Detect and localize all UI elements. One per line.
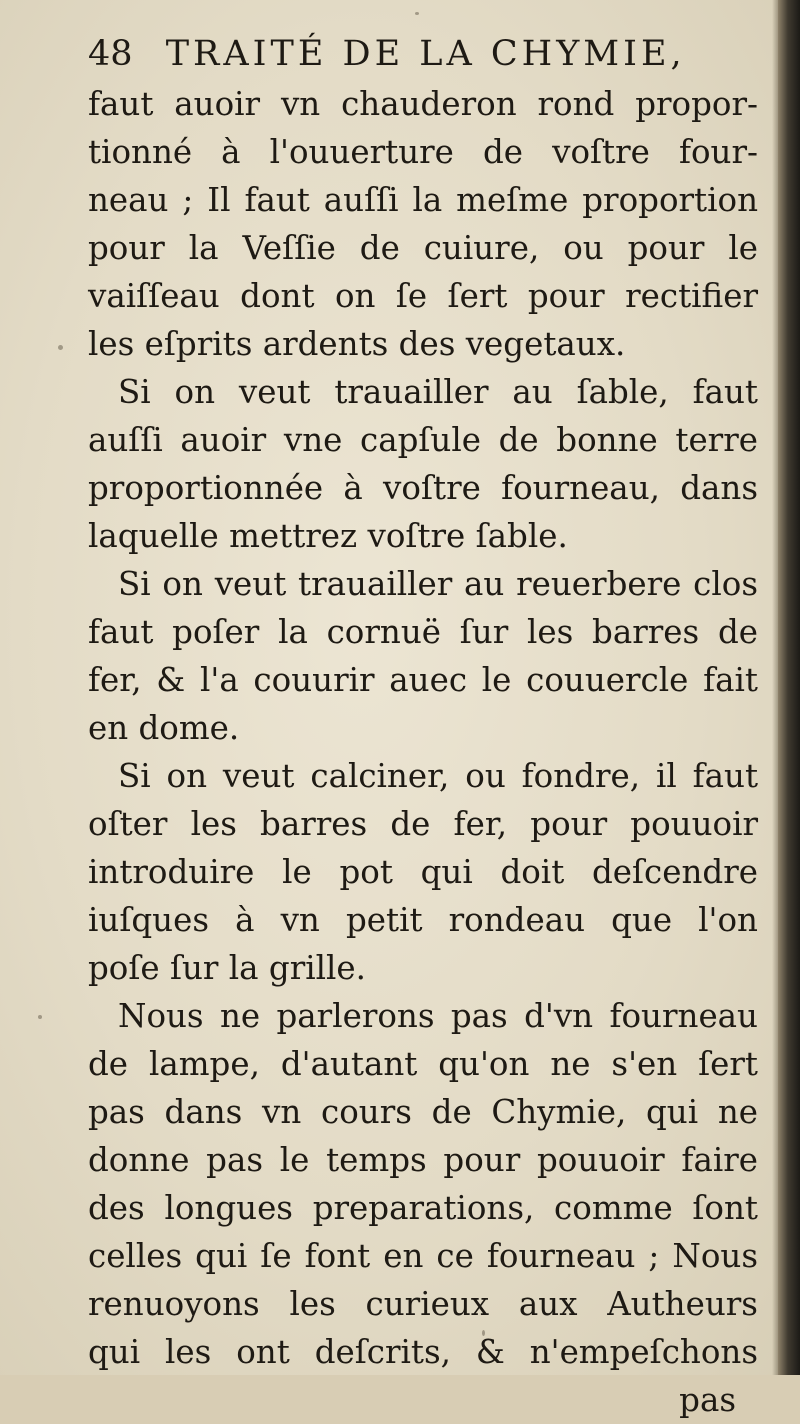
text-line: iuſques à vn petit rondeau que l'on [88, 901, 758, 939]
text-line: laquelle mettrez voſtre ſable. [88, 517, 568, 555]
text-line: pour la Veſſie de cuiure, ou pour le [88, 229, 758, 267]
text-line: fer, & l'a couurir auec le couuercle fait [88, 661, 758, 699]
paper-speck [58, 345, 63, 350]
text-line: vaiſſeau dont on ſe ſert pour rectifier [88, 277, 758, 315]
page-text-block [88, 28, 758, 1424]
text-line: oſter les barres de fer, pour pouuoir [88, 805, 758, 843]
paper-speck [38, 1015, 42, 1019]
text-line: neau ; Il faut auſſi la meſme proportion [88, 181, 758, 219]
text-line: proportionnée à voſtre fourneau, dans [88, 469, 758, 507]
catchword: pas [679, 1381, 736, 1419]
text-line: Si on veut trauailler au reuerbere clos [118, 565, 758, 603]
running-header [88, 28, 758, 80]
text-line: de lampe, d'autant qu'on ne s'en ſert [88, 1045, 758, 1083]
text-line: faut poſer la cornuë ſur les barres de [88, 613, 758, 651]
text-line: auſſi auoir vne capſule de bonne terre [88, 421, 758, 459]
text-line: Nous ne parlerons pas d'vn fourneau [118, 997, 758, 1035]
text-line: Si on veut calciner, ou fondre, il faut [118, 757, 758, 795]
text-line: celles qui ſe font en ce fourneau ; Nous [88, 1237, 758, 1275]
text-line: introduire le pot qui doit deſcendre [88, 853, 758, 891]
text-line: faut auoir vn chauderon rond propor- [88, 85, 758, 123]
text-line: en dome. [88, 709, 240, 747]
text-line: qui les ont deſcrits, & n'empeſchons [88, 1333, 758, 1371]
running-title: TRAITÉ DE LA CHYMIE, [165, 34, 686, 74]
text-line: les eſprits ardents des vegetaux. [88, 325, 626, 363]
text-line: Si on veut trauailler au ſable, faut [118, 373, 758, 411]
text-line: donne pas le temps pour pouuoir faire [88, 1141, 758, 1179]
text-line: pas dans vn cours de Chymie, qui ne [88, 1093, 758, 1131]
text-line: des longues preparations, comme ſont [88, 1189, 758, 1227]
text-line: renuoyons les curieux aux Autheurs [88, 1285, 758, 1323]
book-spine [778, 0, 800, 1375]
text-line: tionné à l'ouuerture de voſtre four- [88, 133, 758, 171]
page-number: 48 [88, 34, 133, 74]
paper-speck [415, 12, 419, 15]
text-line: poſe ſur la grille. [88, 949, 366, 987]
